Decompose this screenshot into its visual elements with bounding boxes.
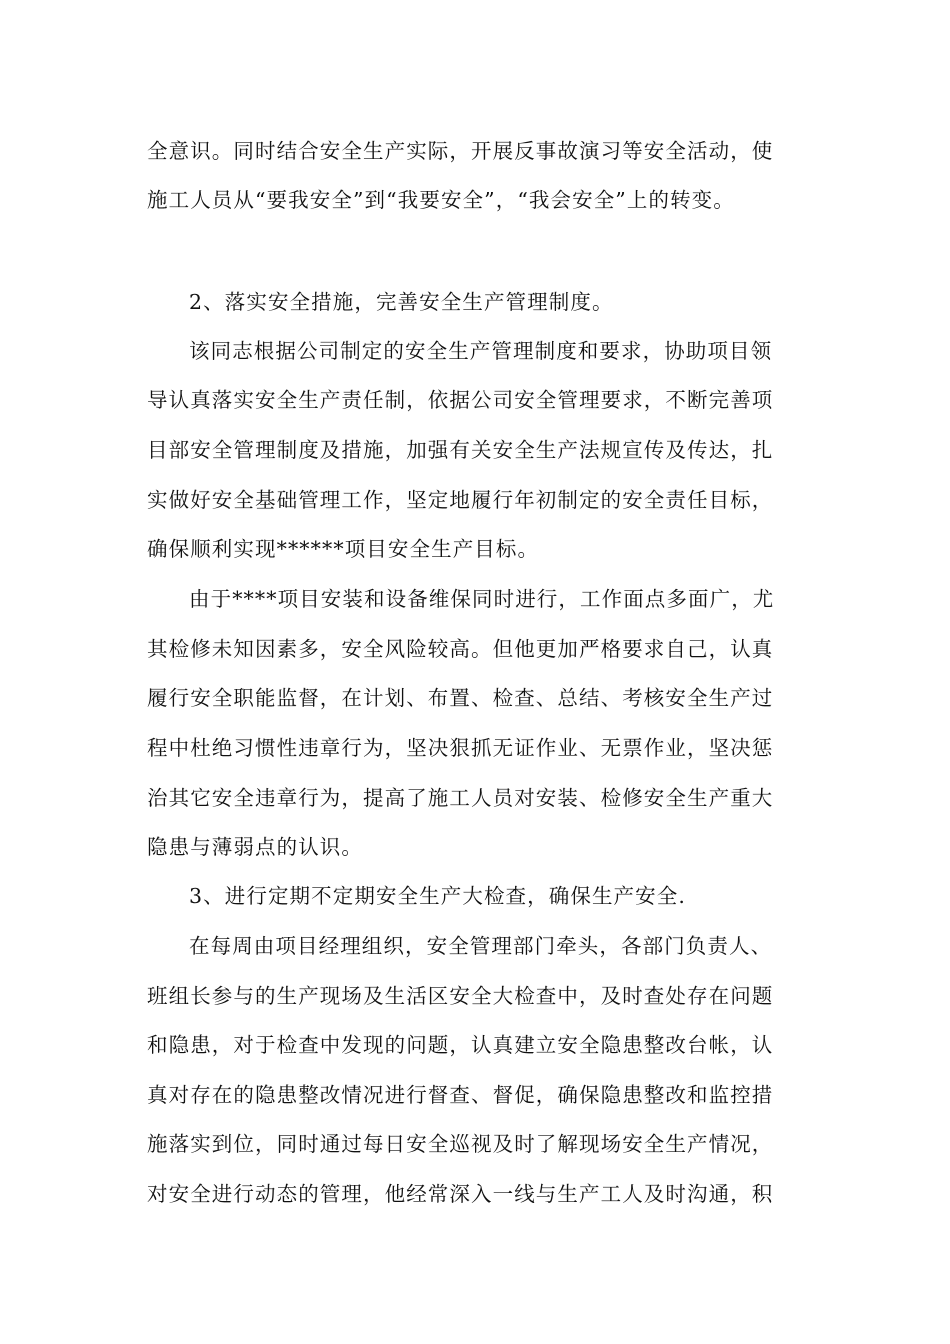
section-heading: 2、落实安全措施，完善安全生产管理制度。 [189,290,614,314]
text-line: 由于****项目安装和设备维保同时进行，工作面点多面广，尤 [189,587,775,611]
text-line: 真对存在的隐患整改情况进行督查、督促，确保隐患整改和监控措 [147,1083,774,1107]
text-line: 确保顺利实现******项目安全生产目标。 [147,537,540,561]
text-line: 治其它安全违章行为，提高了施工人员对安装、检修安全生产重大 [147,786,774,810]
section-heading: 3、进行定期不定期安全生产大检查，确保生产安全. [189,884,686,908]
text-line: 施落实到位，同时通过每日安全巡视及时了解现场安全生产情况， [147,1132,774,1156]
text-line: 目部安全管理制度及措施，加强有关安全生产法规宣传及传达，扎 [147,438,774,462]
text-line: 和隐患，对于检查中发现的问题，认真建立安全隐患整改台帐，认 [147,1033,774,1057]
text-line: 对安全进行动态的管理，他经常深入一线与生产工人及时沟通，积 [147,1182,774,1206]
text-line: 全意识。同时结合安全生产实际，开展反事故演习等安全活动，使 [147,139,774,163]
text-line: 在每周由项目经理组织，安全管理部门牵头，各部门负责人、 [189,934,773,958]
text-line: 班组长参与的生产现场及生活区安全大检查中，及时查处存在问题 [147,984,774,1008]
text-line: 实做好安全基础管理工作，坚定地履行年初制定的安全责任目标， [147,488,774,512]
text-line: 程中杜绝习惯性违章行为，坚决狠抓无证作业、无票作业，坚决惩 [147,736,774,760]
text-line: 履行安全职能监督，在计划、布置、检查、总结、考核安全生产过 [147,686,774,710]
text-line: 隐患与薄弱点的认识。 [147,835,363,859]
text-line: 导认真落实安全生产责任制，依据公司安全管理要求，不断完善项 [147,388,774,412]
text-line: 其检修未知因素多，安全风险较高。但他更加严格要求自己，认真 [147,637,774,661]
text-line: 该同志根据公司制定的安全生产管理制度和要求，协助项目领 [189,339,773,363]
text-line: 施工人员从“要我安全”到“我要安全”，“我会安全”上的转变。 [147,188,735,212]
